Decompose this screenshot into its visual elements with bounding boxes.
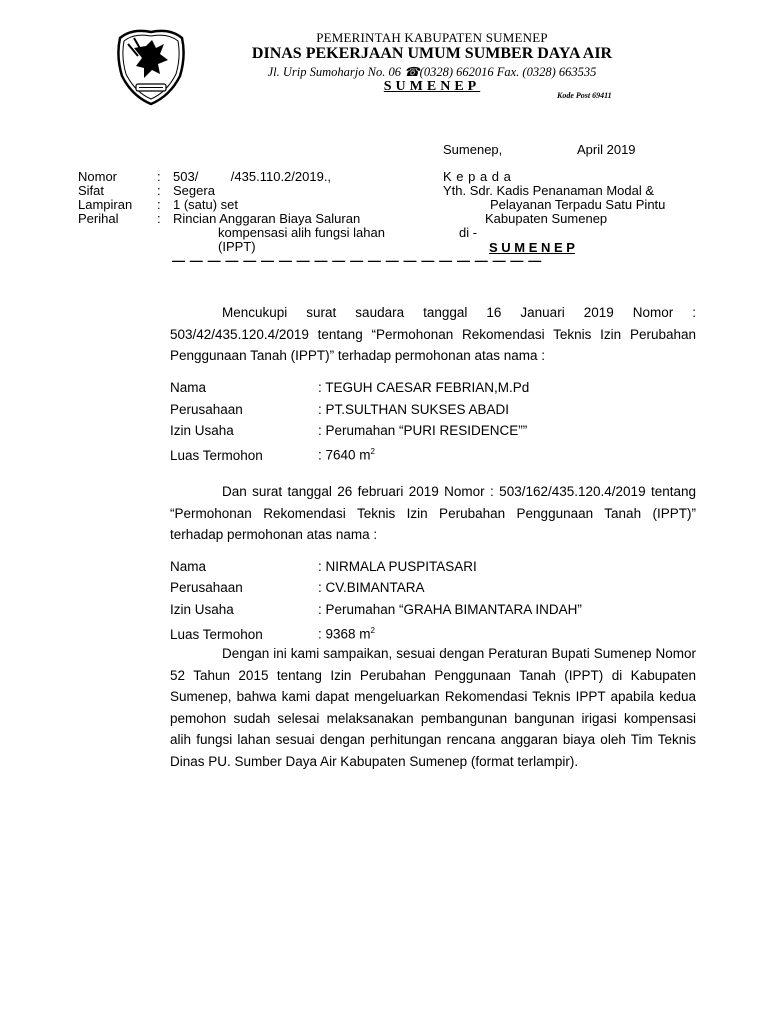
paragraph-3-text: Dengan ini kami sampaikan, sesuai dengan Peraturan Bupati Sumenep Nomor 52 Tahun 2015 tentang Izin Perubahan Penggunaan Tanah (IPPT) di Kabupaten Sumenep, bahwa kami dapat mengeluarkan Rekomendasi Teknis IPPT apabila kedua pemohon sudah selesai melaksanakan pembangunan bangunan irigasi kompensasi alih fungsi lahan sesuai dengan perhitungan rencana anggaran biaya oleh Tim Teknis Dinas PU. Sumber Daya Air Kabupaten Sumenep (format terlampir). [170, 646, 696, 769]
recipient-line2: Pelayanan Terpadu Satu Pintu [490, 197, 666, 212]
applicant-1-nama [170, 377, 529, 398]
paragraph-1 [170, 302, 696, 367]
applicant-1-luas [170, 441, 375, 466]
perihal-label: Perihal [78, 211, 119, 226]
perihal-colon: : [157, 211, 161, 226]
sifat-value: Segera [173, 183, 215, 198]
applicant-2-nama [170, 556, 477, 577]
letter-place: Sumenep, [443, 142, 503, 157]
applicant-1-izin [170, 420, 527, 441]
applicant-1-perusahaan [170, 399, 509, 420]
label: Luas Termohon [170, 626, 263, 642]
nomor-value: 503/ /435.110.2/2019., [173, 169, 332, 184]
value: : Perumahan “PURI RESIDENCE”” [318, 423, 528, 438]
recipient-line3: Kabupaten Sumenep [485, 211, 608, 226]
paragraph-1-text: Mencukupi surat saudara tanggal 16 Januari 2019 Nomor : 503/42/435.120.4/2019 tentang “Permohonan Rekomendasi Teknis Izin Perubahan Penggunaan Tanah (IPPT)” terhadap permohonan atas nama : [170, 305, 696, 363]
lampiran-label: Lampiran [78, 197, 133, 212]
label: Perusahaan [170, 402, 243, 417]
perihal-underline: — — — — — — — — — — — — — — — — — — — — — [172, 253, 542, 268]
label: Izin Usaha [170, 423, 234, 438]
paragraph-2 [170, 481, 696, 546]
recipient-city: S U M E N E P [489, 240, 575, 255]
applicant-2-luas [170, 620, 375, 645]
value: : PT.SULTHAN SUKSES ABADI [318, 402, 510, 417]
value: : Perumahan “GRAHA BIMANTARA INDAH” [318, 602, 582, 617]
perihal-line2: kompensasi alih fungsi lahan [218, 225, 385, 240]
nomor-label: Nomor [78, 169, 118, 184]
letterhead-agency: DINAS PEKERJAAN UMUM SUMBER DAYA AIR [251, 45, 613, 62]
postal-code: Kode Post 69411 [557, 91, 612, 100]
kepada-label: K e p a d a [443, 169, 512, 184]
letterhead-government: PEMERINTAH KABUPATEN SUMENEP [316, 30, 548, 45]
value: : NIRMALA PUSPITASARI [318, 559, 477, 574]
paragraph-3 [170, 643, 696, 772]
recipient-line1: Yth. Sdr. Kadis Penanaman Modal & [443, 183, 655, 198]
applicant-2-perusahaan [170, 577, 425, 598]
label: Nama [170, 559, 207, 574]
recipient-di: di - [459, 225, 478, 240]
lampiran-colon: : [157, 197, 161, 212]
paragraph-2-text: Dan surat tanggal 26 februari 2019 Nomor : 503/162/435.120.4/2019 tentang “Permohonan Rekomendasi Teknis Izin Perubahan Penggunaan Tanah (IPPT)” terhadap permohonan atas nama : [170, 484, 696, 542]
superscript: 2 [370, 447, 375, 456]
value: : TEGUH CAESAR FEBRIAN,M.Pd [318, 380, 530, 395]
letter-date: April 2019 [577, 142, 636, 157]
letterhead-address: Jl. Urip Sumoharjo No. 06 ☎(0328) 662016 Fax. (0328) 663535 [267, 65, 597, 79]
nomor-colon: : [157, 169, 161, 184]
applicant-2-izin [170, 599, 582, 620]
label: Nama [170, 380, 207, 395]
letterhead-city: SUMENEP [383, 79, 481, 94]
regency-emblem-logo [112, 26, 190, 106]
perihal-line1: Rincian Anggaran Biaya Saluran [173, 211, 361, 226]
value: : CV.BIMANTARA [318, 580, 425, 595]
lampiran-value: 1 (satu) set [173, 197, 239, 212]
value: : 9368 m [318, 626, 371, 642]
perihal-line3: (IPPT) [218, 239, 256, 254]
sifat-colon: : [157, 183, 161, 198]
sifat-label: Sifat [78, 183, 105, 198]
label: Perusahaan [170, 580, 243, 595]
label: Izin Usaha [170, 602, 234, 617]
value: : 7640 m [318, 447, 371, 463]
label: Luas Termohon [170, 447, 263, 463]
superscript: 2 [370, 626, 375, 635]
